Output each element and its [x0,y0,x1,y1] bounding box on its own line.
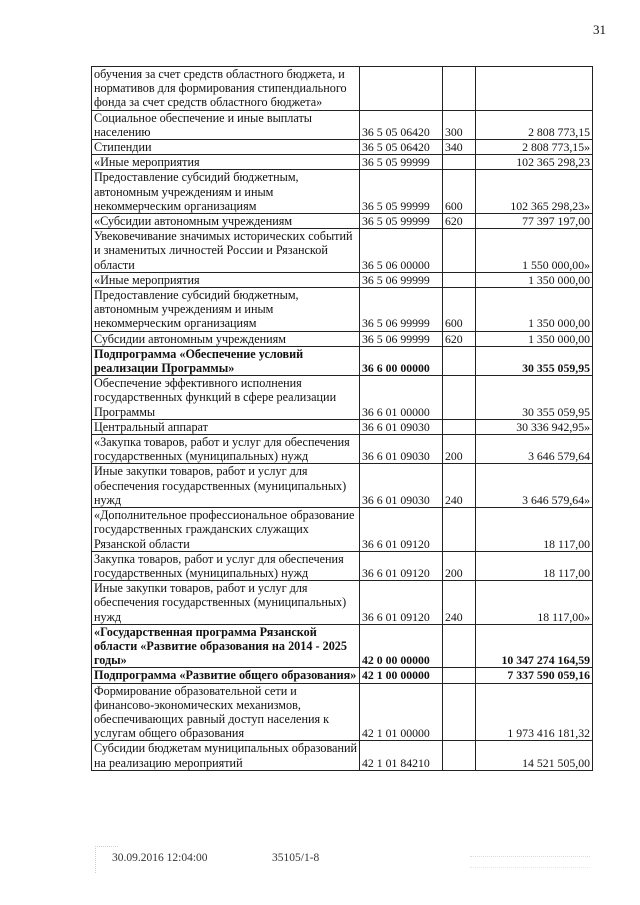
row-amount-cell: 3 646 579,64 [476,435,593,464]
row-code-cell: 36 5 05 06420 [360,140,443,155]
row-expense-type-cell [443,346,476,375]
budget-table-body [92,67,593,771]
table-row [92,272,593,287]
row-amount-cell: 30 355 059,95 [476,346,593,375]
row-code-cell: 36 5 06 99999 [360,272,443,287]
row-name-cell: «Иные мероприятия [92,155,360,170]
row-name-cell: «Закупка товаров, работ и услуг для обеспечения государственных (муниципальных) нужд [92,435,360,464]
row-name-cell: Социальное обеспечение и иные выплаты населению [92,110,360,139]
row-name-cell: «Иные мероприятия [92,272,360,287]
row-code-cell: 42 1 01 84210 [360,741,443,770]
table-row [92,229,593,273]
table-row [92,346,593,375]
row-code-cell: 36 5 05 99999 [360,214,443,229]
row-expense-type-cell [443,155,476,170]
table-row [92,110,593,139]
row-code-cell: 36 5 05 99999 [360,170,443,214]
row-name-cell: обучения за счет средств областного бюджета, и нормативов для формирования стипендиального фонда за счет средств областного бюджета» [92,67,360,111]
row-name-cell: Формирование образовательной сети и финансово-экономических механизмов, обеспечивающих равный доступ населения к услугам общего образования [92,683,360,741]
row-amount-cell [476,67,593,111]
table-row [92,508,593,552]
row-code-cell: 36 5 06 99999 [360,288,443,332]
row-expense-type-cell: 240 [443,464,476,508]
table-row [92,288,593,332]
row-amount-cell: 102 365 298,23 [476,155,593,170]
row-amount-cell: 1 973 416 181,32 [476,683,593,741]
footer-doc-id: 35105/1-8 [272,852,320,864]
row-amount-cell: 10 347 274 164,59 [476,624,593,668]
row-expense-type-cell [443,419,476,434]
row-code-cell: 36 6 01 09120 [360,508,443,552]
row-amount-cell: 30 336 942,95» [476,419,593,434]
table-row [92,140,593,155]
page-number: 31 [593,22,606,37]
row-amount-cell: 14 521 505,00 [476,741,593,770]
row-name-cell: Предоставление субсидий бюджетным, автономным учреждениям и иным некоммерческим организациям [92,170,360,214]
row-code-cell: 36 6 01 09030 [360,464,443,508]
row-expense-type-cell [443,272,476,287]
table-row [92,741,593,770]
row-code-cell: 42 0 00 00000 [360,624,443,668]
table-row [92,419,593,434]
row-code-cell [360,67,443,111]
row-code-cell: 36 6 00 00000 [360,346,443,375]
row-code-cell: 42 1 00 00000 [360,668,443,683]
row-code-cell: 36 5 05 06420 [360,110,443,139]
row-amount-cell: 1 550 000,00» [476,229,593,273]
table-row [92,331,593,346]
row-expense-type-cell: 620 [443,214,476,229]
row-expense-type-cell: 620 [443,331,476,346]
row-code-cell: 36 6 01 09030 [360,419,443,434]
row-name-cell: Закупка товаров, работ и услуг для обеспечения государственных (муниципальных) нужд [92,551,360,580]
row-amount-cell: 18 117,00 [476,508,593,552]
row-expense-type-cell: 200 [443,435,476,464]
row-amount-cell: 3 646 579,64» [476,464,593,508]
row-amount-cell: 18 117,00 [476,551,593,580]
footer-date: 30.09.2016 12:04:00 [112,852,208,864]
table-row [92,624,593,668]
row-code-cell: 36 5 05 99999 [360,155,443,170]
scan-artifact-right [470,856,590,868]
row-amount-cell: 1 350 000,00 [476,288,593,332]
table-row [92,551,593,580]
row-name-cell: Стипендии [92,140,360,155]
row-name-cell: «Субсидии автономным учреждениям [92,214,360,229]
row-name-cell: «Государственная программа Рязанской области «Развитие образования на 2014 - 2025 годы» [92,624,360,668]
row-expense-type-cell: 300 [443,110,476,139]
row-code-cell: 36 6 01 09120 [360,581,443,625]
row-amount-cell: 2 808 773,15» [476,140,593,155]
row-name-cell: Подпрограмма «Развитие общего образования» [92,668,360,683]
row-expense-type-cell: 600 [443,170,476,214]
table-row [92,668,593,683]
row-amount-cell: 18 117,00» [476,581,593,625]
row-amount-cell: 30 355 059,95 [476,376,593,420]
row-name-cell: Субсидии автономным учреждениям [92,331,360,346]
row-name-cell: Центральный аппарат [92,419,360,434]
row-expense-type-cell: 600 [443,288,476,332]
row-expense-type-cell [443,67,476,111]
row-name-cell: Иные закупки товаров, работ и услуг для обеспечения государственных (муниципальных) нужд [92,464,360,508]
row-expense-type-cell: 200 [443,551,476,580]
row-amount-cell: 1 350 000,00 [476,272,593,287]
row-name-cell: «Дополнительное профессиональное образование государственных гражданских служащих Рязанской области [92,508,360,552]
row-code-cell: 36 6 01 09120 [360,551,443,580]
table-row [92,376,593,420]
table-row [92,581,593,625]
row-code-cell: 42 1 01 00000 [360,683,443,741]
row-amount-cell: 1 350 000,00 [476,331,593,346]
table-row [92,170,593,214]
row-code-cell: 36 5 06 99999 [360,331,443,346]
row-expense-type-cell [443,508,476,552]
row-code-cell: 36 6 01 00000 [360,376,443,420]
row-amount-cell: 102 365 298,23» [476,170,593,214]
row-amount-cell: 77 397 197,00 [476,214,593,229]
row-expense-type-cell: 340 [443,140,476,155]
row-amount-cell: 7 337 590 059,16 [476,668,593,683]
row-code-cell: 36 6 01 09030 [360,435,443,464]
row-amount-cell: 2 808 773,15 [476,110,593,139]
row-name-cell: Субсидии бюджетам муниципальных образований на реализацию мероприятий [92,741,360,770]
row-expense-type-cell [443,624,476,668]
row-name-cell: Предоставление субсидий бюджетным, автономным учреждениям и иным некоммерческим организациям [92,288,360,332]
table-row [92,464,593,508]
row-expense-type-cell [443,683,476,741]
row-expense-type-cell [443,668,476,683]
row-expense-type-cell [443,229,476,273]
row-expense-type-cell [443,741,476,770]
row-code-cell: 36 5 06 00000 [360,229,443,273]
table-row [92,683,593,741]
table-row [92,214,593,229]
table-row [92,67,593,111]
table-row [92,435,593,464]
row-name-cell: Увековечивание значимых исторических событий и знаменитых личностей России и Рязанской области [92,229,360,273]
row-name-cell: Иные закупки товаров, работ и услуг для обеспечения государственных (муниципальных) нужд [92,581,360,625]
row-name-cell: Обеспечение эффективного исполнения государственных функций в сфере реализации Программы [92,376,360,420]
row-name-cell: Подпрограмма «Обеспечение условий реализации Программы» [92,346,360,375]
budget-table [91,66,593,771]
row-expense-type-cell [443,376,476,420]
table-row [92,155,593,170]
row-expense-type-cell: 240 [443,581,476,625]
